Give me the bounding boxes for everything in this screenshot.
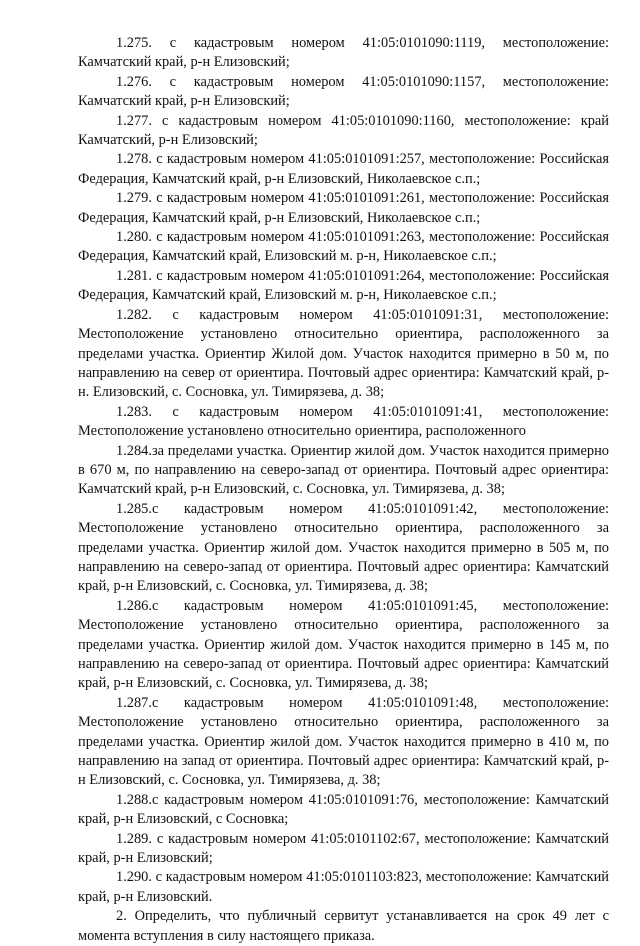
paragraph-2-servitude-term: 2. Определить, что публичный сервитут устанавливается на срок 49 лет с момента вступления в силу настоящего приказа. — [78, 908, 609, 944]
paragraph-1-277: 1.277. с кадастровым номером 41:05:0101090:1160, местоположение: край Камчатский, р-н Елизовский; — [78, 112, 609, 149]
paragraph-1-285: 1.285.с кадастровым номером 41:05:0101091:42, местоположение: Местоположение установлено относительно ориентира, расположенного за пределами участка. Ориентир жилой дом. Участок находится примерно в 505 м, по направлению на северо-запад от ориентира. Почтовый адрес ориентира: Камчатский край, р-н Елизовский, с. Сосновка, ул. Тимирязева, д. 38; — [78, 500, 609, 595]
paragraph-1-286: 1.286.с кадастровым номером 41:05:0101091:45, местоположение: Местоположение установлено относительно ориентира, расположенного за пределами участка. Ориентир жилой дом. Участок находится примерно в 145 м, по направлению на северо-запад от ориентира. Почтовый адрес ориентира: Камчатский край, р-н Елизовский, с. Сосновка, ул. Тимирязева, д. 38; — [78, 597, 609, 692]
paragraph-1-289: 1.289. с кадастровым номером 41:05:0101102:67, местоположение: Камчатский край, р-н Елизовский; — [78, 830, 609, 867]
paragraph-1-290: 1.290. с кадастровым номером 41:05:0101103:823, местоположение: Камчатский край, р-н Елизовский. — [78, 869, 609, 905]
paragraph-1-279: 1.279. с кадастровым номером 41:05:0101091:261, местоположение: Российская Федерация, Камчатский край, р-н Елизовский, Николаевское с.п.; — [78, 190, 609, 226]
paragraph-1-287: 1.287.с кадастровым номером 41:05:0101091:48, местоположение: Местоположение установлено относительно ориентира, расположенного за пределами участка. Ориентир жилой дом. Участок находится примерно в 410 м, по направлению на запад от ориентира. Почтовый адрес ориентира: Камчатский край, р-н Елизовский, с. Сосновка, ул. Тимирязева, д. 38; — [78, 694, 609, 789]
paragraph-1-288: 1.288.с кадастровым номером 41:05:0101091:76, местоположение: Камчатский край, р-н Елизовский, с Сосновка; — [78, 791, 609, 828]
paragraph-1-280: 1.280. с кадастровым номером 41:05:0101091:263, местоположение: Российская Федерация, Камчатский край, Елизовский м. р-н, Николаевское с.п.; — [78, 229, 609, 265]
paragraph-1-276: 1.276. с кадастровым номером 41:05:0101090:1157, местоположение: Камчатский край, р-н Елизовский; — [78, 73, 609, 110]
paragraph-1-282: 1.282. с кадастровым номером 41:05:0101091:31, местоположение: Местоположение установлено относительно ориентира, расположенного за пределами участка. Ориентир Жилой дом. Участок находится примерно в 50 м, по направлению на север от ориентира. Почтовый адрес ориентира: Камчатский край, р-н. Елизовский, с. Сосновка, ул. Тимирязева, д. 38; — [78, 306, 609, 401]
paragraph-1-281: 1.281. с кадастровым номером 41:05:0101091:264, местоположение: Российская Федерация, Камчатский край, Елизовский м. р-н, Николаевское с.п.; — [78, 267, 609, 304]
paragraph-1-284: 1.284.за пределами участка. Ориентир жилой дом. Участок находится примерно в 670 м, по направлению на северо-запад от ориентира. Почтовый адрес ориентира: Камчатский край, р-н Елизовский, с. Сосновка, ул. Тимирязева, д. 38; — [78, 442, 609, 498]
document-page — [78, 34, 609, 946]
paragraph-1-275: 1.275. с кадастровым номером 41:05:0101090:1119, местоположение: Камчатский край, р-н Елизовский; — [78, 35, 609, 71]
paragraph-1-283: 1.283. с кадастровым номером 41:05:0101091:41, местоположение: Местоположение установлено относительно ориентира, расположенного — [78, 403, 609, 440]
paragraph-1-278: 1.278. с кадастровым номером 41:05:0101091:257, местоположение: Российская Федерация, Камчатский край, р-н Елизовский, Николаевское с.п.; — [78, 151, 609, 187]
